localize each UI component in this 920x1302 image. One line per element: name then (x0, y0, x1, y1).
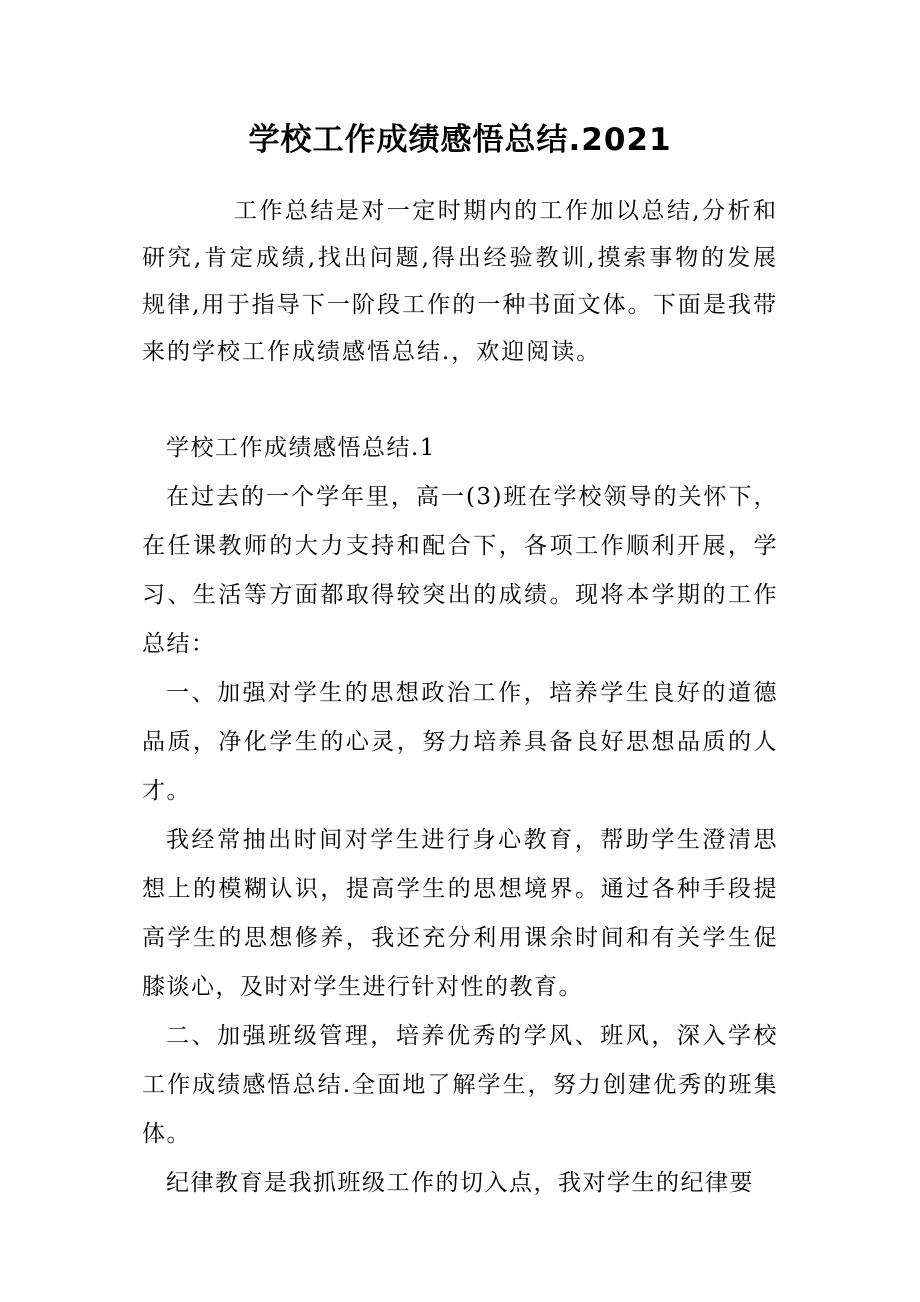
intro-paragraph: 工作总结是对一定时期内的工作加以总结,分析和研究,肯定成绩,找出问题,得出经验教训,摸索事物的发展规律,用于指导下一阶段工作的一种书面文体。下面是我带来的学校工作成绩感悟总结.，欢迎阅读。 (142, 198, 778, 365)
body-paragraph: 一、加强对学生的思想政治工作，培养学生良好的道德品质，净化学生的心灵，努力培养具备良好思想品质的人才。 (142, 680, 778, 804)
body-paragraph: 二、加强班级管理，培养优秀的学风、班风，深入学校工作成绩感悟总结.全面地了解学生，努力创建优秀的班集体。 (142, 1023, 778, 1147)
document-body (142, 424, 778, 1208)
body-paragraph: 在过去的一个学年里，高一(3)班在学校领导的关怀下，在任课教师的大力支持和配合下，各项工作顺利开展，学习、生活等方面都取得较突出的成绩。现将本学期的工作总结： (142, 484, 778, 657)
document-title: 学校工作成绩感悟总结.2021 (248, 122, 672, 158)
body-paragraph: 纪律教育是我抓班级工作的切入点，我对学生的纪律要 (166, 1170, 754, 1196)
body-paragraph: 我经常抽出时间对学生进行身心教育，帮助学生澄清思想上的模糊认识，提高学生的思想境界。通过各种手段提高学生的思想修养，我还充分利用课余时间和有关学生促膝谈心，及时对学生进行针对性的教育。 (142, 827, 778, 1000)
section-heading: 学校工作成绩感悟总结.1 (166, 435, 436, 461)
